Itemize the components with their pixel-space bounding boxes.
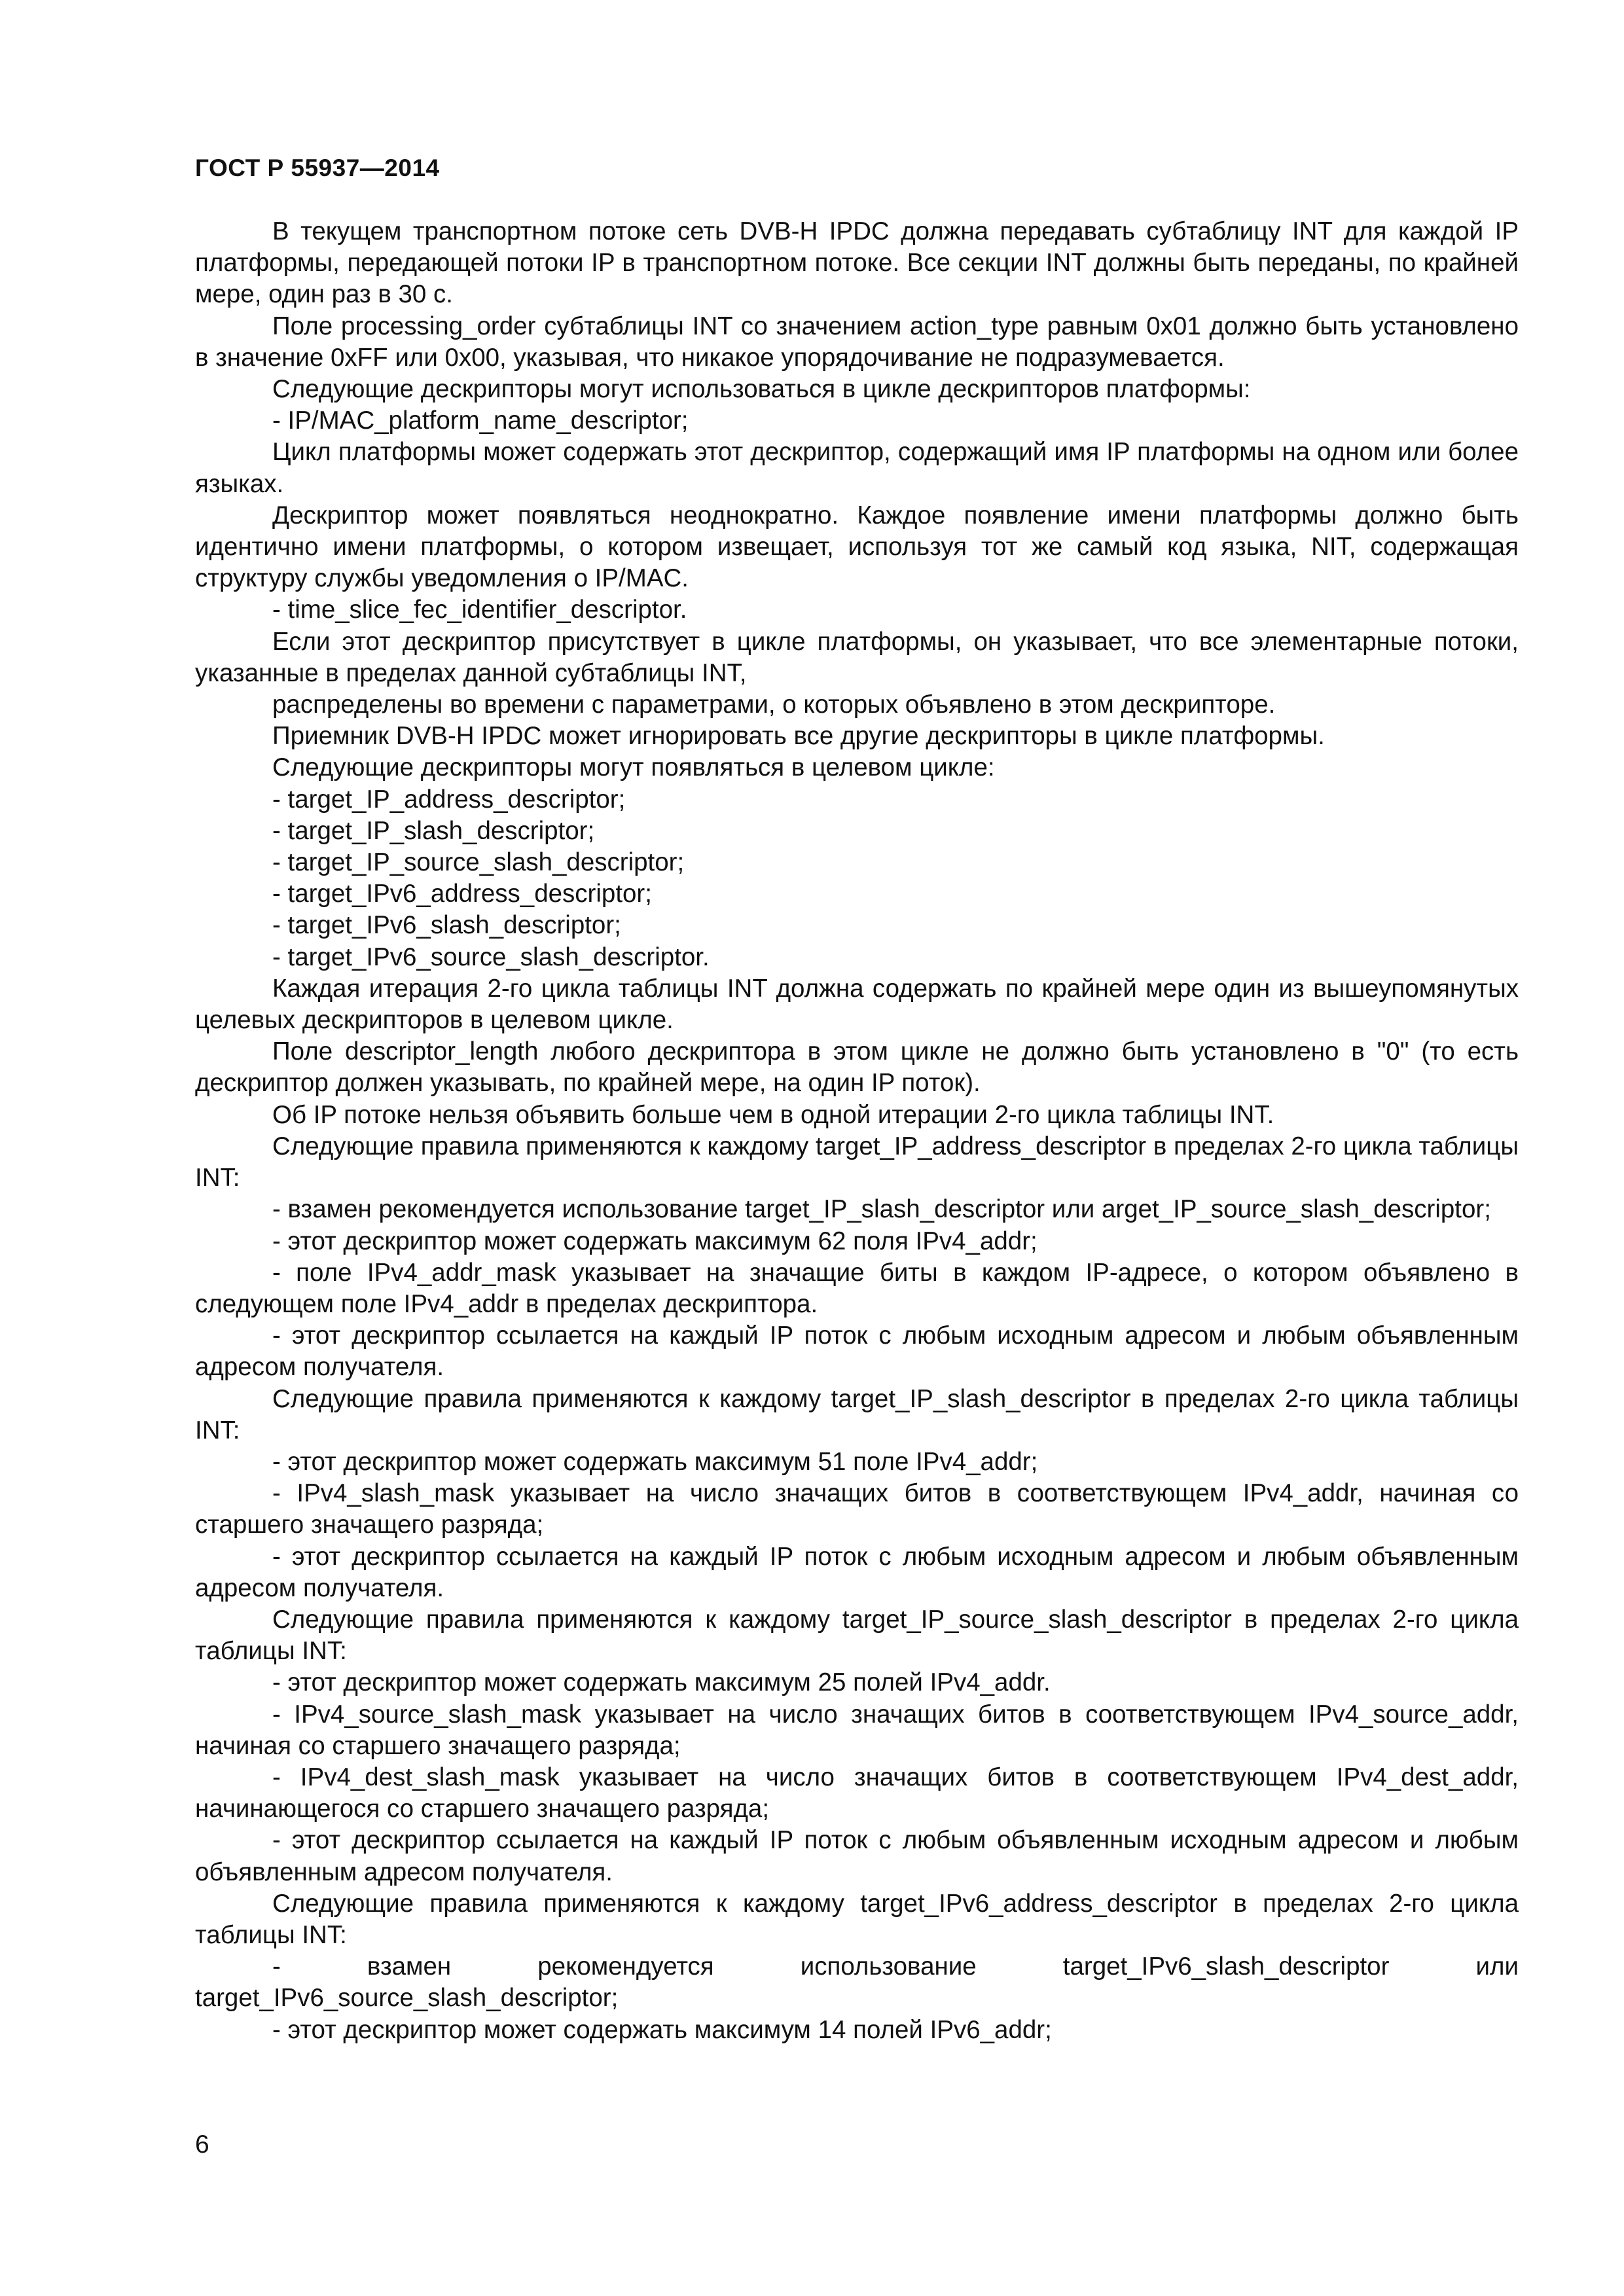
page-number: 6 [195,2130,209,2159]
list-item: - этот дескриптор ссылается на каждый IP поток с любым исходным адресом и любым объявленным адресом получателя. [195,1542,1519,1602]
list-item: - этот дескриптор ссылается на каждый IP поток с любым исходным адресом и любым объявленным адресом получателя. [195,1321,1519,1382]
list-item: - target_IP_slash_descriptor; [272,816,595,845]
list-item: - target_IP_address_descriptor; [272,785,626,814]
list-item: - поле IPv4_addr_mask указывает на значащие биты в каждом IP-адресе, о котором объявлено в следующем поле IPv4_addr в пределах дескриптора. [195,1258,1519,1318]
list-item: - взамен рекомендуется использование target_IPv6_slash_descriptor или target_IPv6_source_slash_descriptor; [195,1952,1519,2013]
paragraph: Приемник DVB-H IPDC может игнорировать все другие дескрипторы в цикле платформы. [272,722,1325,751]
paragraph: Следующие правила применяются к каждому target_IP_source_slash_descriptor в пределах 2-го цикла таблицы INT: [195,1605,1519,1666]
list-item: - target_IPv6_address_descriptor; [272,880,652,908]
paragraph: Поле processing_order субтаблицы INT со значением action_type равным 0x01 должно быть установлено в значение 0xFF или 0x00, указывая, что никакое упорядочивание не подразумевается. [195,312,1519,372]
document-header: ГОСТ Р 55937—2014 [195,154,440,181]
list-item: - target_IPv6_source_slash_descriptor. [272,942,710,971]
list-item: - этот дескриптор может содержать максимум 25 полей IPv4_addr. [272,1668,1051,1697]
list-item: - time_slice_fec_identifier_descriptor. [272,596,687,624]
paragraph: Следующие правила применяются к каждому target_IP_slash_descriptor в пределах 2-го цикла таблицы INT: [195,1384,1519,1444]
paragraph: распределены во времени с параметрами, о которых объявлено в этом дескрипторе. [272,691,1276,719]
list-item: - IPv4_slash_mask указывает на число значащих битов в соответствующем IPv4_addr, начиная со старшего значащего разряда; [195,1479,1519,1539]
list-item: - IPv4_dest_slash_mask указывает на число значащих битов в соответствующем IPv4_dest_addr, начинающегося со старшего значащего разряда; [195,1763,1519,1823]
list-item: - IP/MAC_platform_name_descriptor; [272,406,689,435]
paragraph: Следующие правила применяются к каждому target_IPv6_address_descriptor в пределах 2-го цикла таблицы INT: [195,1889,1519,1949]
paragraph: Следующие дескрипторы могут использоваться в цикле дескрипторов платформы: [272,375,1251,404]
list-item: - target_IPv6_slash_descriptor; [272,911,621,940]
paragraph: Следующие правила применяются к каждому target_IP_address_descriptor в пределах 2-го цикла таблицы INT: [195,1132,1519,1193]
paragraph: Поле descriptor_length любого дескриптора в этом цикле не должно быть установлено в "0" (то есть дескриптор должен указывать, по крайней мере, на один IP поток). [195,1037,1519,1098]
paragraph: Цикл платформы может содержать этот дескриптор, содержащий имя IP платформы на одном или более языках. [195,438,1519,498]
list-item: - этот дескриптор может содержать максимум 14 полей IPv6_addr; [272,2015,1052,2044]
list-item: - этот дескриптор ссылается на каждый IP поток с любым объявленным исходным адресом и любым объявленным адресом получателя. [195,1826,1519,1886]
list-item: - взамен рекомендуется использование target_IP_slash_descriptor или arget_IP_source_slash_descriptor; [272,1195,1491,1224]
paragraph: Следующие дескрипторы могут появляться в целевом цикле: [272,753,995,782]
paragraph: Если этот дескриптор присутствует в цикле платформы, он указывает, что все элементарные потоки, указанные в пределах данной субтаблицы INT, [195,627,1519,687]
paragraph: Каждая итерация 2-го цикла таблицы INT должна содержать по крайней мере один из вышеупомянутых целевых дескрипторов в целевом цикле. [195,974,1519,1035]
list-item: - этот дескриптор может содержать максимум 51 поле IPv4_addr; [272,1447,1038,1476]
paragraph: Об IP потоке нельзя объявить больше чем в одной итерации 2-го цикла таблицы INT. [272,1100,1274,1129]
list-item: - target_IP_source_slash_descriptor; [272,848,685,877]
document-body [195,216,1519,2046]
list-item: - этот дескриптор может содержать максимум 62 поля IPv4_addr; [272,1227,1038,1255]
paragraph: В текущем транспортном потоке сеть DVB-H IPDC должна передавать субтаблицу INT для каждой IP платформы, передающей потоки IP в транспортном потоке. Все секции INT должны быть переданы, по крайней мере, один раз в 30 с. [195,217,1519,309]
paragraph: Дескриптор может появляться неоднократно. Каждое появление имени платформы должно быть идентично имени платформы, о котором извещает, используя тот же самый код языка, NIT, содержащая структуру службы уведомления о IP/MAC. [195,501,1519,593]
list-item: - IPv4_source_slash_mask указывает на число значащих битов в соответствующем IPv4_source_addr, начиная со старшего значащего разряда; [195,1700,1519,1760]
